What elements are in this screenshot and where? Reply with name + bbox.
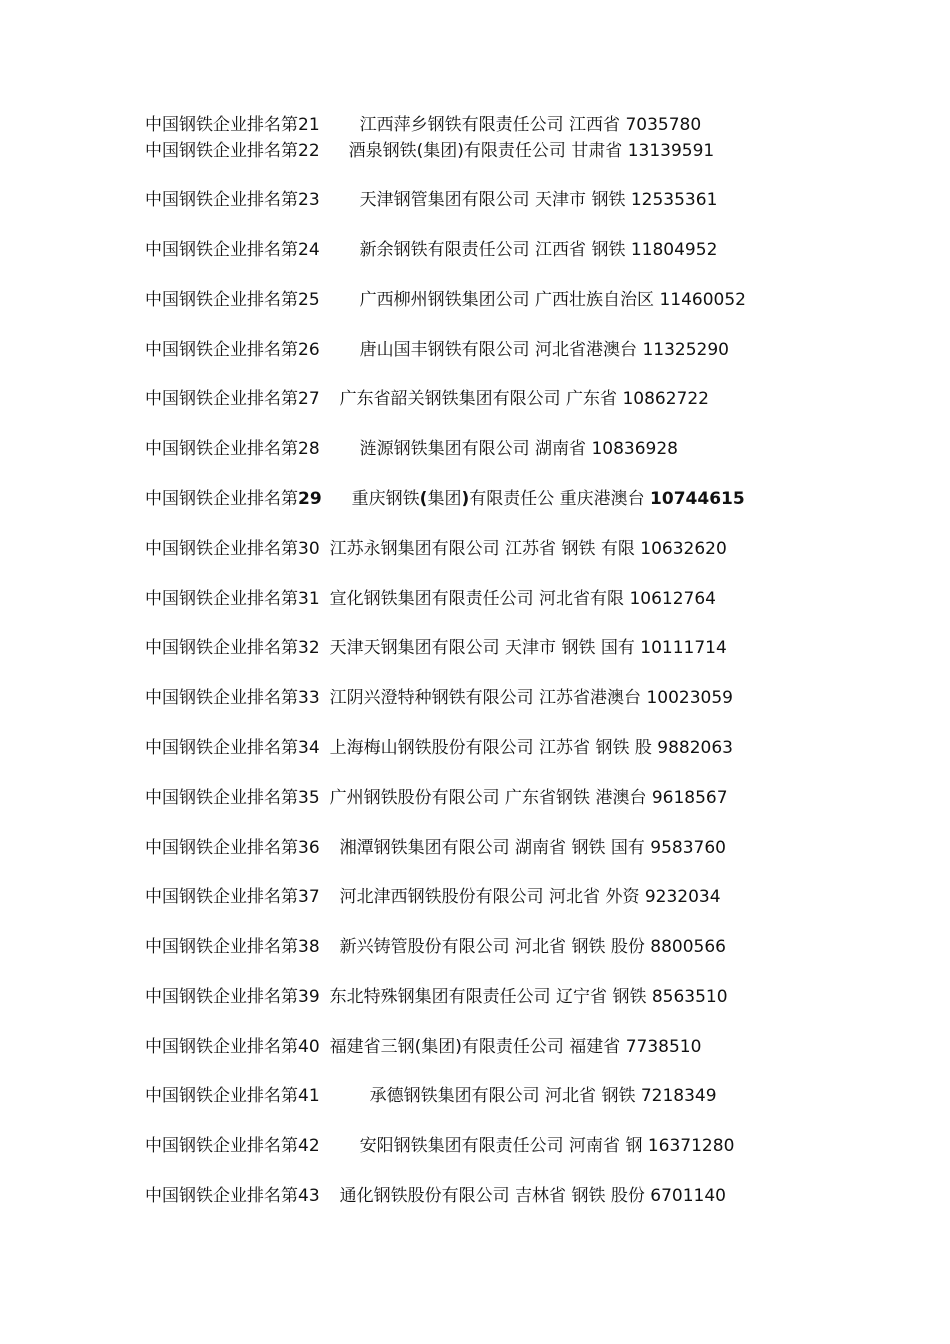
ranking-line-28 <box>145 438 678 460</box>
company-info: 东北特殊钢集团有限责任公司 辽宁省 钢铁 8563510 <box>329 987 728 1007</box>
company-info: 有限责任公 重庆港澳台 <box>469 489 651 509</box>
company-info: 新兴铸管股份有限公司 河北省 钢铁 股份 8800566 <box>339 937 726 957</box>
rank-number: 35 <box>298 788 320 808</box>
rank-number: 31 <box>298 589 320 609</box>
company-info: 涟源钢铁集团有限公司 湖南省 10836928 <box>359 439 678 459</box>
rank-number: 38 <box>298 937 320 957</box>
ranking-line-30 <box>145 538 727 560</box>
line-prefix: 中国钢铁企业排名第 <box>145 290 298 310</box>
ranking-line-37 <box>145 886 721 908</box>
company-value: 10744615 <box>650 489 745 509</box>
company-info: 天津天钢集团有限公司 天津市 钢铁 国有 10111714 <box>329 638 727 658</box>
rank-number: 42 <box>298 1136 320 1156</box>
ranking-line-29 <box>145 488 745 510</box>
ranking-line-35 <box>145 787 728 809</box>
line-prefix: 中国钢铁企业排名第 <box>145 539 298 559</box>
rank-number: 34 <box>298 738 320 758</box>
company-info: 广东省韶关钢铁集团有限公司 广东省 10862722 <box>339 389 709 409</box>
ranking-line-43 <box>145 1185 726 1207</box>
rank-number: 30 <box>298 539 320 559</box>
company-info: 江阴兴澄特种钢铁有限公司 江苏省港澳台 10023059 <box>329 688 733 708</box>
line-prefix: 中国钢铁企业排名第 <box>145 638 298 658</box>
line-prefix: 中国钢铁企业排名第 <box>145 489 298 509</box>
paren-close: ) <box>461 489 470 509</box>
ranking-line-26 <box>145 339 729 361</box>
company-info: 湘潭钢铁集团有限公司 湖南省 钢铁 国有 9583760 <box>339 838 726 858</box>
rank-number: 23 <box>298 190 320 210</box>
rank-number: 43 <box>298 1186 320 1206</box>
line-prefix: 中国钢铁企业排名第 <box>145 1186 298 1206</box>
line-prefix: 中国钢铁企业排名第 <box>145 589 298 609</box>
ranking-line-39 <box>145 986 728 1008</box>
company-name-part: 集团 <box>427 489 462 509</box>
company-info: 通化钢铁股份有限公司 吉林省 钢铁 股份 6701140 <box>339 1186 726 1206</box>
ranking-line-23 <box>145 189 717 211</box>
line-prefix: 中国钢铁企业排名第 <box>145 738 298 758</box>
rank-number: 26 <box>298 340 320 360</box>
line-prefix: 中国钢铁企业排名第 <box>145 190 298 210</box>
rank-number: 36 <box>298 838 320 858</box>
ranking-line-33 <box>145 687 733 709</box>
ranking-line-21 <box>145 114 701 136</box>
rank-number: 39 <box>298 987 320 1007</box>
company-info: 江苏永钢集团有限公司 江苏省 钢铁 有限 10632620 <box>329 539 727 559</box>
ranking-line-36 <box>145 837 726 859</box>
ranking-line-22 <box>145 140 714 162</box>
company-name-part: 重庆钢铁 <box>351 489 420 509</box>
line-prefix: 中国钢铁企业排名第 <box>145 987 298 1007</box>
line-prefix: 中国钢铁企业排名第 <box>145 887 298 907</box>
ranking-line-34 <box>145 737 733 759</box>
line-prefix: 中国钢铁企业排名第 <box>145 389 298 409</box>
company-info: 福建省三钢(集团)有限责任公司 福建省 7738510 <box>329 1037 702 1057</box>
company-info: 新余钢铁有限责任公司 江西省 钢铁 11804952 <box>359 240 718 260</box>
rank-number: 27 <box>298 389 320 409</box>
ranking-line-25 <box>145 289 746 311</box>
line-prefix: 中国钢铁企业排名第 <box>145 937 298 957</box>
rank-number: 33 <box>298 688 320 708</box>
paren-open: ( <box>419 489 428 509</box>
company-info: 江西萍乡钢铁有限责任公司 江西省 7035780 <box>359 115 702 135</box>
company-info: 广西柳州钢铁集团公司 广西壮族自治区 11460052 <box>359 290 746 310</box>
company-info: 河北津西钢铁股份有限公司 河北省 外资 9232034 <box>339 887 721 907</box>
line-prefix: 中国钢铁企业排名第 <box>145 1086 298 1106</box>
rank-number: 37 <box>298 887 320 907</box>
ranking-line-24 <box>145 239 717 261</box>
rank-number: 32 <box>298 638 320 658</box>
company-info: 天津钢管集团有限公司 天津市 钢铁 12535361 <box>359 190 718 210</box>
ranking-line-42 <box>145 1135 734 1157</box>
company-info: 唐山国丰钢铁有限公司 河北省港澳台 11325290 <box>359 340 729 360</box>
ranking-line-38 <box>145 936 726 958</box>
ranking-line-41 <box>145 1085 717 1107</box>
company-info: 广州钢铁股份有限公司 广东省钢铁 港澳台 9618567 <box>329 788 728 808</box>
rank-number: 25 <box>298 290 320 310</box>
line-prefix: 中国钢铁企业排名第 <box>145 141 298 161</box>
company-info: 酒泉钢铁(集团)有限责任公司 甘肃省 13139591 <box>348 141 715 161</box>
company-info: 承德钢铁集团有限公司 河北省 钢铁 7218349 <box>369 1086 717 1106</box>
line-prefix: 中国钢铁企业排名第 <box>145 838 298 858</box>
line-prefix: 中国钢铁企业排名第 <box>145 115 298 135</box>
rank-number: 22 <box>298 141 320 161</box>
line-prefix: 中国钢铁企业排名第 <box>145 439 298 459</box>
rank-number: 24 <box>298 240 320 260</box>
line-prefix: 中国钢铁企业排名第 <box>145 688 298 708</box>
company-info: 宣化钢铁集团有限责任公司 河北省有限 10612764 <box>329 589 716 609</box>
line-prefix: 中国钢铁企业排名第 <box>145 1136 298 1156</box>
ranking-line-31 <box>145 588 716 610</box>
company-info: 安阳钢铁集团有限责任公司 河南省 钢 16371280 <box>359 1136 735 1156</box>
line-prefix: 中国钢铁企业排名第 <box>145 788 298 808</box>
line-prefix: 中国钢铁企业排名第 <box>145 1037 298 1057</box>
rank-number: 40 <box>298 1037 320 1057</box>
rank-number: 21 <box>298 115 320 135</box>
ranking-line-27 <box>145 388 709 410</box>
line-prefix: 中国钢铁企业排名第 <box>145 340 298 360</box>
rank-number: 41 <box>298 1086 320 1106</box>
rank-number: 29 <box>298 489 322 509</box>
ranking-line-40 <box>145 1036 701 1058</box>
rank-number: 28 <box>298 439 320 459</box>
company-info: 上海梅山钢铁股份有限公司 江苏省 钢铁 股 9882063 <box>329 738 733 758</box>
ranking-line-32 <box>145 637 727 659</box>
line-prefix: 中国钢铁企业排名第 <box>145 240 298 260</box>
